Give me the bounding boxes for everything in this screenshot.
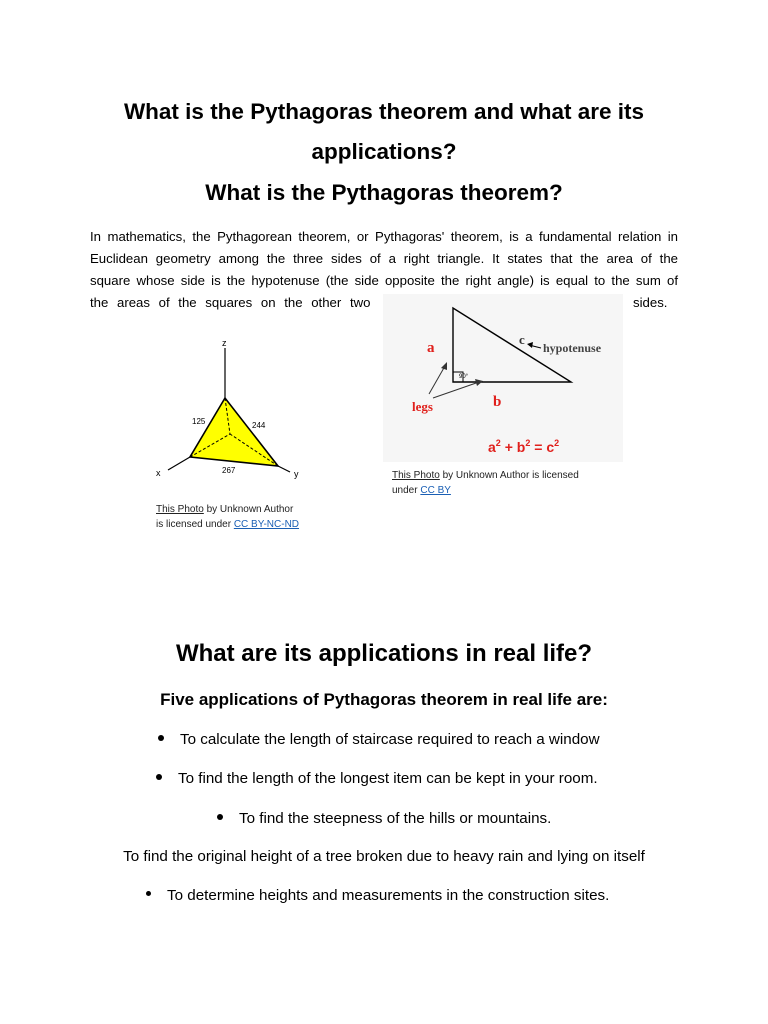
right-triangle-drawing (383, 294, 623, 462)
hypotenuse-label: hypotenuse (543, 341, 602, 355)
axis-x-label: x (156, 468, 161, 478)
photo-link-right[interactable]: This Photo (392, 470, 440, 481)
list-item-text: To find the original height of a tree broken due to heavy rain and lying on itself (123, 848, 645, 865)
axis-y-label: y (294, 469, 299, 479)
figure-3d-triangle (148, 332, 312, 482)
value-125: 125 (192, 417, 206, 426)
title-line-1: What is the Pythagoras theorem and what are its (123, 99, 645, 124)
list-item-text: To find the steepness of the hills or mountains. (239, 810, 552, 827)
section-heading-what-is: What is the Pythagoras theorem? (205, 180, 563, 205)
label-b: b (493, 394, 502, 410)
bullet-icon (146, 891, 151, 896)
figure-right-triangle (383, 294, 623, 462)
list-item (156, 768, 598, 790)
section-heading-applications: What are its applications in real life? (175, 640, 593, 667)
formula-exp-a: 2 (495, 438, 501, 448)
list-item (158, 729, 600, 751)
list-item (60, 846, 708, 868)
list-item-text: To calculate the length of staircase required to reach a window (180, 731, 600, 748)
value-244: 244 (252, 421, 266, 430)
document-title (60, 92, 708, 172)
figure-right-caption (392, 468, 622, 498)
license-link-left[interactable]: CC BY-NC-ND (233, 519, 300, 530)
caption-left-prefix: is licensed under (156, 519, 234, 530)
axis-z-label: z (222, 338, 227, 348)
formula-plus: + (500, 439, 517, 455)
list-item (146, 885, 609, 907)
list-item (217, 808, 551, 830)
label-a: a (427, 340, 435, 356)
formula-exp-c: 2 (554, 438, 560, 448)
formula-a: a (488, 439, 496, 455)
caption-right-author: by Unknown Author is licensed (439, 470, 579, 481)
list-item-text: To find the length of the longest item can be kept in your room. (178, 770, 598, 787)
formula-b: b (516, 439, 526, 455)
figure-left-caption (156, 502, 326, 532)
3d-triangle-drawing (148, 332, 312, 482)
bullet-icon (156, 774, 162, 780)
formula-eq: = (530, 439, 547, 455)
value-267: 267 (222, 466, 236, 475)
bullet-icon (217, 814, 223, 820)
section-heading-five-applications: Five applications of Pythagoras theorem in real life are: (160, 690, 608, 709)
intro-paragraph (90, 226, 678, 292)
list-item-text: To determine heights and measurements in the construction sites. (167, 887, 610, 904)
paragraph-line-1: In mathematics, the Pythagorean theorem, or Pythagoras' theorem, is a fundamental relation in (90, 229, 678, 244)
bullet-icon (158, 735, 164, 741)
license-link-right[interactable]: CC BY (420, 485, 451, 496)
caption-right-prefix: under (392, 485, 421, 496)
caption-left-author: by Unknown Author (203, 504, 294, 515)
label-c: c (519, 332, 525, 347)
paragraph-line-4-left: the areas of the squares on the other two (90, 295, 371, 310)
paragraph-line-4-right: sides. (633, 295, 668, 310)
paragraph-line-3: square whose side is the hypotenuse (the side opposite the right angle) is equal to the sum of (90, 273, 678, 288)
label-legs: legs (412, 399, 433, 414)
formula (488, 438, 559, 455)
photo-link-left[interactable]: This Photo (156, 504, 204, 515)
yellow-triangle (190, 398, 278, 466)
formula-exp-b: 2 (525, 438, 531, 448)
right-angle-label: 90° (459, 374, 469, 380)
paragraph-line-2: Euclidean geometry among the three sides of a right triangle. It states that the area of the (90, 251, 678, 266)
formula-c: c (546, 439, 555, 455)
title-line-2: applications? (311, 139, 457, 164)
